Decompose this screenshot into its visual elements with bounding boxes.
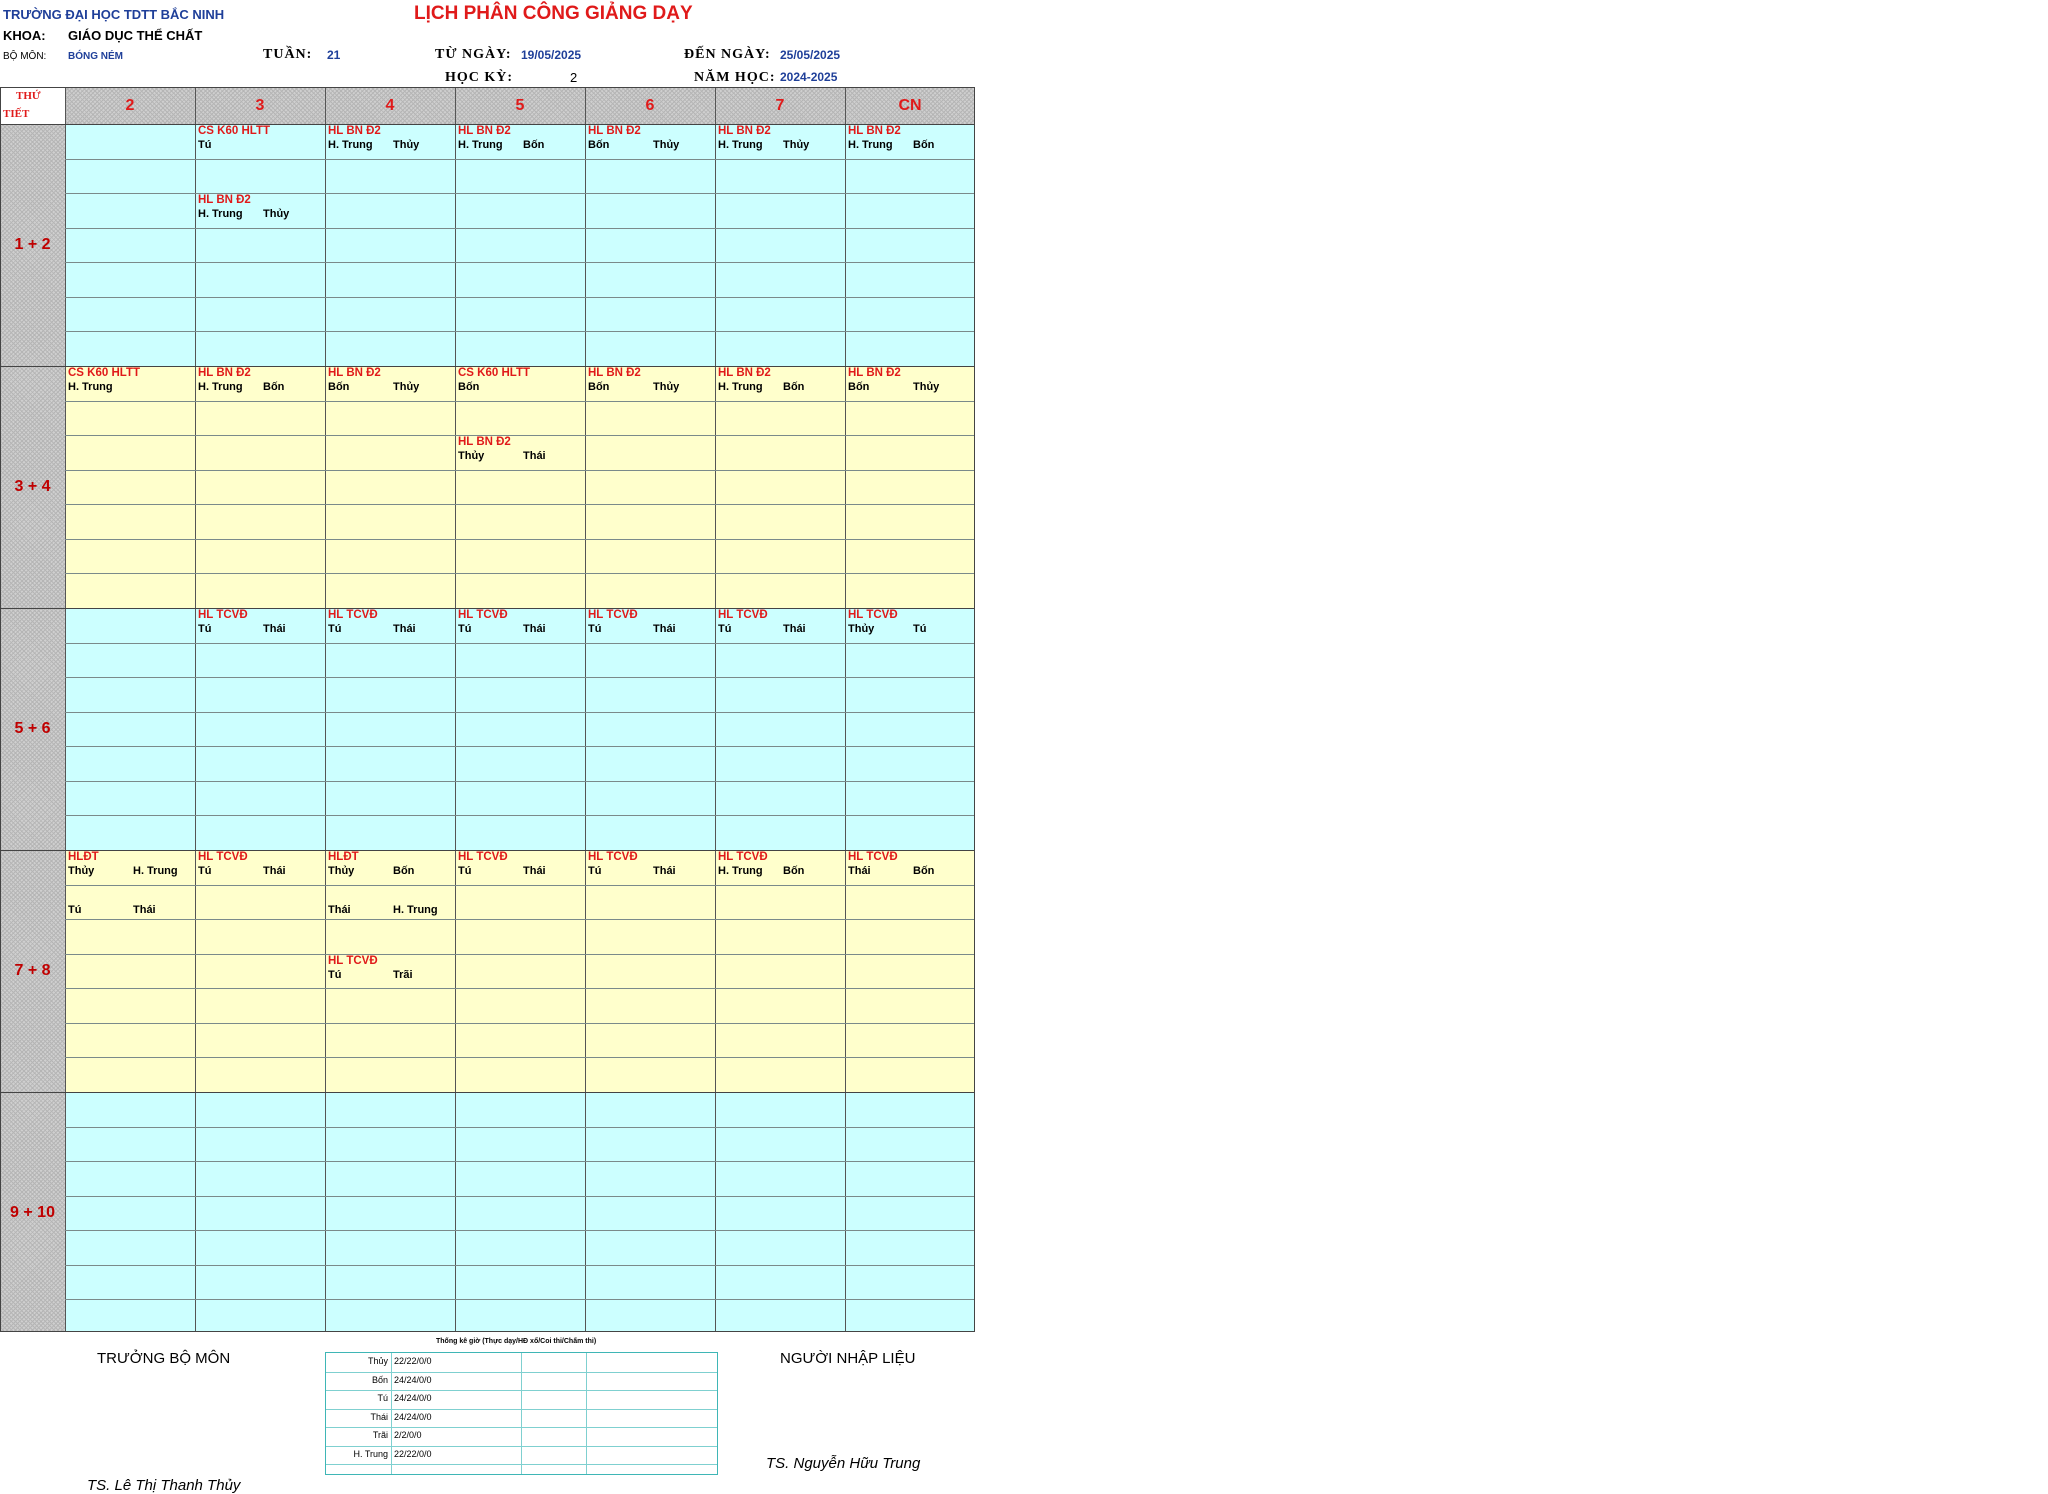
- teacher-secondary: Thái: [393, 623, 416, 635]
- tungay-value: 19/05/2025: [521, 48, 582, 62]
- teacher-primary: Thủy: [848, 623, 875, 635]
- class-name: HLĐT: [328, 851, 359, 863]
- schedule-grid: [0, 87, 975, 1332]
- teacher-primary: Tú: [198, 623, 212, 635]
- stats-teacher-hours: 22/22/0/0: [394, 1356, 432, 1366]
- class-name: HL BN Đ2: [198, 367, 251, 379]
- hocky-value: 2: [570, 70, 578, 85]
- teacher-primary: Tú: [458, 865, 472, 877]
- teacher-primary: Tú: [198, 865, 212, 877]
- teacher-primary: Bốn: [328, 381, 350, 393]
- teacher-primary: Thái: [848, 865, 871, 877]
- class-name: HL TCVĐ: [848, 851, 898, 863]
- stats-table: [325, 1352, 718, 1475]
- teacher-primary: H. Trung: [718, 865, 763, 877]
- class-name: HL BN Đ2: [588, 367, 641, 379]
- class-name: HL BN Đ2: [588, 125, 641, 137]
- day-header-4: 4: [385, 96, 395, 114]
- day-header-2: 2: [125, 96, 135, 114]
- teacher-primary: Tú: [68, 904, 82, 916]
- stats-teacher-name: Thủy: [367, 1356, 388, 1366]
- namhoc-value: 2024-2025: [780, 70, 838, 84]
- denngay-value: 25/05/2025: [780, 48, 841, 62]
- teacher-primary: Tú: [718, 623, 732, 635]
- teacher-primary: Bốn: [588, 139, 610, 151]
- teacher-secondary: H. Trung: [393, 904, 438, 916]
- khoa-label: KHOA:: [3, 28, 46, 43]
- stats-teacher-name: H. Trung: [353, 1449, 388, 1459]
- teacher-secondary: Thái: [523, 623, 546, 635]
- teacher-secondary: Thủy: [263, 208, 290, 220]
- teacher-secondary: Thái: [133, 904, 156, 916]
- day-header-5: 5: [515, 96, 525, 114]
- teacher-secondary: Bốn: [783, 381, 805, 393]
- tungay-label: TỪ NGÀY:: [435, 47, 512, 62]
- teacher-secondary: Thái: [653, 623, 676, 635]
- teacher-primary: Tú: [328, 623, 342, 635]
- bomon-value: BÓNG NÉM: [68, 51, 123, 62]
- day-header-7: 7: [775, 96, 785, 114]
- teacher-secondary: Bốn: [913, 139, 935, 151]
- teacher-secondary: Bốn: [523, 139, 545, 151]
- stats-row-divider: [326, 1372, 717, 1373]
- tuan-label: TUẦN:: [263, 47, 313, 62]
- bomon-label: BỘ MÔN:: [3, 51, 47, 62]
- left-signature-name: TS. Lê Thị Thanh Thủy: [87, 1477, 241, 1494]
- stats-teacher-name: Trãi: [372, 1430, 388, 1440]
- class-name: HL TCVĐ: [588, 851, 638, 863]
- teacher-primary: H. Trung: [458, 139, 503, 151]
- teacher-primary: Thủy: [68, 865, 95, 877]
- class-name: HL BN Đ2: [328, 125, 381, 137]
- teacher-secondary: Thái: [653, 865, 676, 877]
- teacher-primary: Thái: [328, 904, 351, 916]
- stats-row-divider: [326, 1464, 717, 1465]
- teacher-primary: Tú: [328, 969, 342, 981]
- stats-teacher-hours: 22/22/0/0: [394, 1449, 432, 1459]
- teacher-primary: Tú: [198, 139, 212, 151]
- teacher-primary: H. Trung: [198, 208, 243, 220]
- schedule-sheet: [0, 0, 975, 1494]
- stats-row-divider: [326, 1427, 717, 1428]
- teacher-primary: H. Trung: [68, 381, 113, 393]
- teacher-primary: Thủy: [328, 865, 355, 877]
- class-name: HL BN Đ2: [718, 125, 771, 137]
- teacher-primary: H. Trung: [328, 139, 373, 151]
- teacher-primary: Tú: [588, 865, 602, 877]
- class-name: CS K60 HLTT: [458, 367, 530, 379]
- left-signature-heading: TRƯỞNG BỘ MÔN: [97, 1350, 231, 1367]
- school-name: TRƯỜNG ĐẠI HỌC TDTT BẮC NINH: [3, 7, 225, 22]
- class-name: HL TCVĐ: [198, 609, 248, 621]
- teacher-primary: H. Trung: [198, 381, 243, 393]
- page-title: LỊCH PHÂN CÔNG GIẢNG DẠY: [414, 3, 693, 24]
- stats-teacher-hours: 24/24/0/0: [394, 1375, 432, 1385]
- teacher-primary: H. Trung: [848, 139, 893, 151]
- class-name: HL BN Đ2: [198, 194, 251, 206]
- period-label: 5 + 6: [14, 720, 51, 737]
- stats-teacher-hours: 24/24/0/0: [394, 1412, 432, 1422]
- class-name: HL TCVĐ: [198, 851, 248, 863]
- period-label: 1 + 2: [14, 236, 51, 253]
- corner-thu-label: THỨ: [16, 90, 41, 102]
- stats-title: Thống kê giờ (Thực dạy/HĐ xổ/Coi thi/Chấm thi): [436, 1338, 597, 1345]
- hocky-label: HỌC KỲ:: [445, 70, 514, 85]
- period-label: 9 + 10: [10, 1204, 55, 1221]
- class-name: HL TCVĐ: [458, 851, 508, 863]
- teacher-primary: Tú: [458, 623, 472, 635]
- teacher-secondary: Thái: [263, 865, 286, 877]
- class-name: CS K60 HLTT: [198, 125, 270, 137]
- period-label: 3 + 4: [14, 478, 51, 495]
- class-name: HL TCVĐ: [718, 609, 768, 621]
- stats-teacher-hours: 24/24/0/0: [394, 1393, 432, 1403]
- right-signature-heading: NGƯỜI NHẬP LIỆU: [780, 1350, 916, 1367]
- stats-teacher-name: Tú: [377, 1393, 388, 1403]
- tuan-value: 21: [327, 48, 341, 62]
- grid-border: [0, 87, 975, 1332]
- namhoc-label: NĂM HỌC:: [694, 70, 776, 85]
- teacher-secondary: Thái: [523, 865, 546, 877]
- teacher-primary: H. Trung: [718, 139, 763, 151]
- class-name: HL BN Đ2: [458, 436, 511, 448]
- stats-row-divider: [326, 1390, 717, 1391]
- class-name: HL TCVĐ: [588, 609, 638, 621]
- teacher-primary: Tú: [588, 623, 602, 635]
- stats-row-divider: [326, 1446, 717, 1447]
- khoa-value: GIÁO DỤC THỂ CHẤT: [68, 28, 203, 43]
- class-name: HL TCVĐ: [848, 609, 898, 621]
- teacher-secondary: Thủy: [393, 381, 420, 393]
- teacher-primary: Bốn: [458, 381, 480, 393]
- teacher-secondary: Bốn: [263, 381, 285, 393]
- class-name: HL BN Đ2: [328, 367, 381, 379]
- right-signature-name: TS. Nguyễn Hữu Trung: [766, 1455, 921, 1472]
- teacher-secondary: Thủy: [653, 381, 680, 393]
- class-name: HL BN Đ2: [848, 125, 901, 137]
- class-name: HLĐT: [68, 851, 99, 863]
- day-header-6: 6: [645, 96, 655, 114]
- class-name: HL TCVĐ: [328, 609, 378, 621]
- class-name: HL TCVĐ: [458, 609, 508, 621]
- class-name: HL TCVĐ: [718, 851, 768, 863]
- teacher-primary: Bốn: [588, 381, 610, 393]
- stats-teacher-name: Bốn: [371, 1375, 388, 1385]
- corner-tiet-label: TIẾT: [3, 108, 30, 120]
- day-header-3: 3: [255, 96, 265, 114]
- denngay-label: ĐẾN NGÀY:: [684, 47, 771, 62]
- teacher-secondary: Thái: [783, 623, 806, 635]
- teacher-secondary: Bốn: [783, 865, 805, 877]
- period-label: 7 + 8: [14, 962, 51, 979]
- teacher-secondary: H. Trung: [133, 865, 178, 877]
- teacher-secondary: Thủy: [913, 381, 940, 393]
- teacher-secondary: Bốn: [913, 865, 935, 877]
- teacher-secondary: Thái: [263, 623, 286, 635]
- teacher-primary: Bốn: [848, 381, 870, 393]
- class-name: CS K60 HLTT: [68, 367, 140, 379]
- class-name: HL TCVĐ: [328, 955, 378, 967]
- teacher-secondary: Thái: [523, 450, 546, 462]
- teacher-primary: Thủy: [458, 450, 485, 462]
- class-name: HL BN Đ2: [458, 125, 511, 137]
- stats-teacher-hours: 2/2/0/0: [394, 1430, 422, 1440]
- teacher-secondary: Trãi: [393, 969, 413, 981]
- teacher-secondary: Thủy: [653, 139, 680, 151]
- class-name: HL BN Đ2: [718, 367, 771, 379]
- day-header-cn: CN: [898, 96, 922, 114]
- teacher-secondary: Thủy: [783, 139, 810, 151]
- teacher-secondary: Tú: [913, 623, 927, 635]
- teacher-secondary: Thủy: [393, 139, 420, 151]
- teacher-primary: H. Trung: [718, 381, 763, 393]
- stats-teacher-name: Thái: [370, 1412, 388, 1422]
- teacher-secondary: Bốn: [393, 865, 415, 877]
- class-name: HL BN Đ2: [848, 367, 901, 379]
- stats-row-divider: [326, 1409, 717, 1410]
